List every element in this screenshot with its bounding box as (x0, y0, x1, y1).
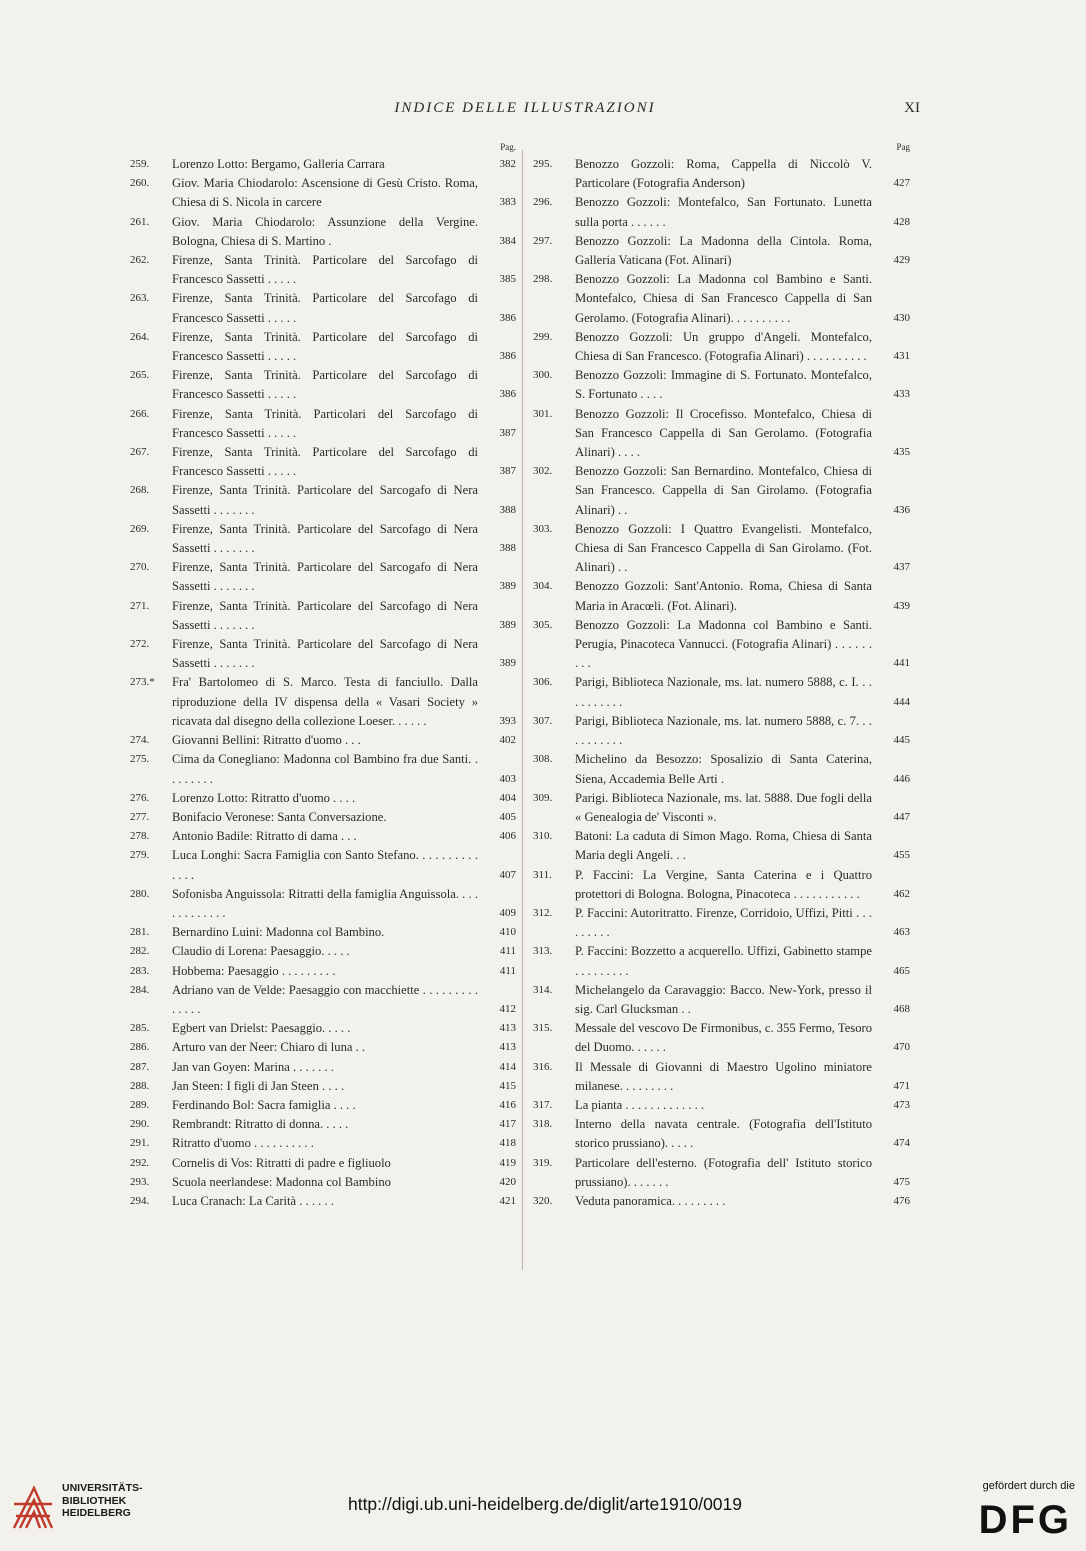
entry-page: 412 (499, 1002, 516, 1015)
entry-number: 293. (130, 1175, 150, 1188)
entry-caption: Luca Cranach: La Carità . . . . . . (172, 1193, 334, 1208)
entry-page: 435 (893, 446, 910, 459)
entry-caption: Firenze, Santa Trinità. Particolare del Sarcogafo di Nera Sassetti . . . . . . . (172, 483, 478, 517)
entry-number: 308. (533, 753, 553, 766)
entry-caption: Firenze, Santa Trinità. Particolare del Sarcofago di Francesco Sassetti . . . . . (172, 329, 478, 364)
entry-page: 439 (893, 599, 910, 612)
entry-number: 270. (130, 561, 150, 574)
entry-page: 407 (499, 868, 516, 881)
entry-page: 383 (499, 196, 516, 209)
index-entry (533, 942, 910, 980)
entry-number: 269. (130, 522, 150, 535)
right-column (533, 140, 910, 1211)
entry-number: 303. (533, 522, 553, 535)
entry-page: 433 (893, 388, 910, 401)
entry-page: 421 (499, 1194, 516, 1207)
entry-number: 298. (533, 273, 553, 286)
index-entry (130, 789, 516, 808)
entry-page: 414 (499, 1060, 516, 1073)
entry-caption: Benozzo Gozzoli: Il Crocefisso. Montefalco, Chiesa di San Francesco Cappella di San Gerolamo. (Fotografia Alinari) . . . . (575, 406, 872, 460)
index-entry (533, 328, 910, 366)
index-entry (130, 1058, 516, 1077)
entry-list (130, 155, 516, 1211)
entry-number: 278. (130, 830, 150, 843)
entry-caption: Rembrandt: Ritratto di donna. . . . . (172, 1117, 349, 1132)
entry-page: 389 (499, 618, 516, 631)
index-entry (533, 405, 910, 463)
entry-caption: Parigi, Biblioteca Nazionale, ms. lat. numero 5888, c. 7. . . . . . . . . . . (575, 713, 872, 748)
entry-caption: Firenze, Santa Trinità. Particolari del Sarcofago di Francesco Sassetti . . . . . (172, 406, 478, 440)
entry-page: 475 (893, 1175, 910, 1188)
index-entry (533, 193, 910, 231)
entry-number: 275. (130, 753, 150, 766)
entry-caption: Bonifacio Veronese: Santa Conversazione. (172, 809, 387, 824)
entry-number: 279. (130, 849, 150, 862)
index-entry (130, 846, 516, 884)
index-entry (130, 520, 516, 558)
entry-page: 470 (893, 1041, 910, 1054)
entry-caption: Cima da Conegliano: Madonna col Bambino fra due Santi. . . . . . . . . (172, 752, 478, 786)
entry-number: 290. (130, 1118, 150, 1131)
index-entry (130, 174, 516, 212)
entry-number: 282. (130, 945, 150, 958)
index-entry (533, 1019, 910, 1057)
index-entry (533, 827, 910, 865)
entry-page: 446 (893, 772, 910, 785)
entry-page: 386 (499, 350, 516, 363)
entry-number: 274. (130, 734, 150, 747)
entry-caption: P. Faccini: Autoritratto. Firenze, Corridoio, Uffizi, Pitti . . . . . . . . . (575, 905, 872, 940)
library-name-line: UNIVERSITÄTS- (62, 1482, 143, 1494)
source-url-link[interactable]: http://digi.ub.uni-heidelberg.de/diglit/arte1910/0019 (347, 1494, 743, 1514)
entry-caption: Benozzo Gozzoli: Sant'Antonio. Roma, Chiesa di Santa Maria in Aracœli. (Fot. Alinari). (575, 579, 872, 613)
entry-number: 272. (130, 638, 150, 651)
entry-number: 294. (130, 1194, 150, 1207)
entry-caption: Giovanni Bellini: Ritratto d'uomo . . . (172, 733, 361, 748)
entry-number: 273.* (130, 676, 155, 689)
index-entry (130, 750, 516, 788)
entry-caption: La pianta . . . . . . . . . . . . . (575, 1097, 705, 1112)
index-entry (533, 155, 910, 193)
entry-caption: Benozzo Gozzoli: La Madonna della Cintola. Roma, Galleria Vaticana (Fot. Alinari) (575, 233, 872, 268)
index-entry (533, 1192, 910, 1211)
entry-number: 300. (533, 369, 553, 382)
entry-page: 415 (499, 1079, 516, 1092)
index-entry (533, 1096, 910, 1115)
entry-caption: Sofonisba Anguissola: Ritratti della famiglia Anguissola. . . . . . . . . . . . . (172, 886, 478, 920)
entry-number: 268. (130, 484, 150, 497)
index-entry (130, 731, 516, 750)
entry-page: 409 (499, 906, 516, 919)
entry-page: 416 (499, 1098, 516, 1111)
entry-caption: Egbert van Drielst: Paesaggio. . . . . (172, 1021, 351, 1036)
entry-page: 389 (499, 657, 516, 670)
entry-page: 444 (893, 695, 910, 708)
index-entry (533, 270, 910, 328)
entry-number: 263. (130, 292, 150, 305)
entry-caption: Scuola neerlandese: Madonna col Bambino (172, 1174, 391, 1189)
index-entry (533, 520, 910, 578)
library-name (62, 1482, 182, 1520)
library-logo-icon (10, 1482, 56, 1532)
entry-page: 402 (499, 734, 516, 747)
index-entry (130, 328, 516, 366)
entry-number: 297. (533, 234, 553, 247)
index-entry (533, 1115, 910, 1153)
entry-number: 259. (130, 158, 150, 170)
entry-list (533, 155, 910, 1211)
dfg-logo: DFG (978, 1498, 1072, 1542)
index-entry (130, 443, 516, 481)
index-entry (130, 1115, 516, 1134)
entry-number: 280. (130, 887, 150, 900)
entry-number: 304. (533, 580, 553, 593)
entry-page: 406 (499, 830, 516, 843)
entry-page: 384 (499, 234, 516, 247)
entry-caption: Parigi. Biblioteca Nazionale, ms. lat. 5888. Due fogli della « Genealogia de' Visconti ». (575, 790, 872, 824)
entry-page: 413 (499, 1022, 516, 1035)
index-entry (533, 866, 910, 904)
index-entry (533, 750, 910, 788)
entry-number: 267. (130, 446, 150, 459)
entry-number: 315. (533, 1022, 553, 1035)
page-number: XI (904, 100, 920, 116)
index-entry (130, 481, 516, 519)
index-entry (130, 962, 516, 981)
entry-caption: Firenze, Santa Trinità. Particolare del Sarcofago di Nera Sassetti . . . . . . . (172, 521, 478, 556)
entry-caption: P. Faccini: Bozzetto a acquerello. Uffizi, Gabinetto stampe . . . . . . . . . (575, 944, 872, 978)
entry-page: 393 (499, 714, 516, 727)
index-entry (533, 1058, 910, 1096)
entry-number: 296. (533, 196, 553, 209)
entry-page: 427 (893, 177, 910, 190)
running-header (0, 100, 1086, 124)
entry-number: 266. (130, 407, 150, 420)
entry-caption: Parigi, Biblioteca Nazionale, ms. lat. numero 5888, c. I. . . . . . . . . . . (575, 675, 872, 709)
entry-caption: Fra' Bartolomeo di S. Marco. Testa di fanciullo. Dalla riproduzione della IV dispensa della « Vasari Society » ricavata dal disegno della collezione Loeser. . . . . . (172, 675, 478, 728)
entry-caption: Antonio Badile: Ritratto di dama . . . (172, 829, 357, 844)
entry-caption: Benozzo Gozzoli: I Quattro Evangelisti. Montefalco, Chiesa di San Francesco Cappella di San Girolamo. (Fot. Alinari) . . (575, 521, 872, 575)
index-entry (533, 577, 910, 615)
entry-caption: Jan Steen: I figli di Jan Steen . . . . (172, 1078, 345, 1093)
entry-page: 419 (499, 1156, 516, 1169)
entry-caption: Giov. Maria Chiodarolo: Ascensione di Gesù Cristo. Roma, Chiesa di S. Nicola in carcere (172, 176, 478, 210)
entry-number: 299. (533, 330, 553, 343)
entry-number: 289. (130, 1098, 150, 1111)
entry-number: 312. (533, 906, 553, 919)
index-entry (130, 1134, 516, 1153)
index-entry (533, 904, 910, 942)
entry-number: 287. (130, 1060, 150, 1073)
entry-caption: Luca Longhi: Sacra Famiglia con Santo Stefano. . . . . . . . . . . . . . (172, 848, 478, 882)
pag-label: Pag (896, 142, 910, 152)
entry-caption: Batoni: La caduta di Simon Mago. Roma, Chiesa di Santa Maria degli Angeli. . . (575, 829, 872, 863)
entry-number: 286. (130, 1041, 150, 1054)
entry-caption: Lorenzo Lotto: Bergamo, Galleria Carrara (172, 157, 385, 171)
entry-number: 320. (533, 1194, 553, 1207)
entry-page: 420 (499, 1175, 516, 1188)
entry-page: 410 (499, 926, 516, 939)
index-entry (130, 673, 516, 731)
entry-page: 404 (499, 791, 516, 804)
index-entry (130, 289, 516, 327)
index-entry (533, 366, 910, 404)
entry-caption: Firenze, Santa Trinità. Particolare del Sarcofago di Nera Sassetti . . . . . . . (172, 598, 478, 632)
entry-caption: Particolare dell'esterno. (Fotografia dell' Istituto storico prussiano). . . . . . . (575, 1155, 872, 1189)
entry-page: 389 (499, 580, 516, 593)
entry-number: 277. (130, 810, 150, 823)
entry-caption: Benozzo Gozzoli: La Madonna col Bambino e Santi. Perugia, Pinacoteca Vannucci. (Fotografia Alinari) . . . . . . . . . (575, 617, 872, 671)
entry-caption: Michelino da Besozzo: Sposalizio di Santa Caterina, Siena, Accademia Belle Arti . (575, 752, 872, 786)
entry-number: 313. (533, 945, 553, 958)
entry-caption: Firenze, Santa Trinità. Particolare del Sarcofago di Francesco Sassetti . . . . . (172, 368, 478, 402)
entry-caption: Arturo van der Neer: Chiaro di luna . . (172, 1040, 366, 1055)
entry-number: 311. (533, 868, 552, 881)
index-entry (130, 827, 516, 846)
entry-page: 462 (893, 887, 910, 900)
column-divider (522, 150, 523, 1270)
entry-number: 291. (130, 1137, 150, 1150)
page-title: INDICE DELLE ILLUSTRAZIONI (394, 100, 656, 116)
entry-number: 317. (533, 1098, 553, 1111)
entry-page: 418 (499, 1137, 516, 1150)
index-entry (533, 673, 910, 711)
entry-number: 314. (533, 983, 553, 996)
index-entry (130, 1038, 516, 1057)
entry-number: 281. (130, 926, 150, 939)
funder-text: gefördert durch die (982, 1480, 1075, 1492)
index-entry (130, 981, 516, 1019)
index-entry (130, 1096, 516, 1115)
entry-page: 473 (893, 1098, 910, 1111)
entry-page: 445 (893, 734, 910, 747)
entry-caption: Hobbema: Paesaggio . . . . . . . . . (172, 963, 336, 978)
entry-number: 262. (130, 254, 150, 267)
entry-page: 447 (893, 810, 910, 823)
entry-caption: Jan van Goyen: Marina . . . . . . . (172, 1059, 334, 1074)
entry-page: 385 (499, 273, 516, 286)
entry-number: 305. (533, 618, 553, 631)
index-entry (533, 616, 910, 674)
entry-caption: Firenze, Santa Trinità. Particolare del Sarcofago di Nera Sassetti . . . . . . . (172, 637, 478, 671)
entry-page: 436 (893, 503, 910, 516)
index-entry (130, 251, 516, 289)
index-entry (130, 1019, 516, 1038)
entry-caption: Benozzo Gozzoli: Montefalco, San Fortunato. Lunetta sulla porta . . . . . . (575, 195, 872, 229)
entry-number: 318. (533, 1118, 553, 1131)
pag-label: Pag. (500, 142, 516, 152)
entry-caption: Claudio di Lorena: Paesaggio. . . . . (172, 944, 350, 959)
index-entry (533, 232, 910, 270)
entry-caption: Veduta panoramica. . . . . . . . . (575, 1193, 726, 1208)
entry-page: 413 (499, 1041, 516, 1054)
entry-page: 387 (499, 426, 516, 439)
entry-page: 465 (893, 964, 910, 977)
entry-page: 474 (893, 1137, 910, 1150)
entry-page: 476 (893, 1194, 910, 1207)
entry-caption: Benozzo Gozzoli: Roma, Cappella di Niccolò V. Particolare (Fotografia Anderson) (575, 157, 872, 191)
entry-page: 437 (893, 561, 910, 574)
entry-caption: Ritratto d'uomo . . . . . . . . . . (172, 1136, 314, 1151)
entry-number: 265. (130, 369, 150, 382)
entry-number: 271. (130, 599, 150, 612)
entry-page: 441 (893, 657, 910, 670)
index-entry (130, 635, 516, 673)
entry-number: 283. (130, 964, 150, 977)
entry-caption: Il Messale di Giovanni di Maestro Ugolino miniatore milanese. . . . . . . . . (575, 1059, 872, 1093)
entry-caption: P. Faccini: La Vergine, Santa Caterina e i Quattro protettori di Bologna. Bologna, Pinacoteca . . . . . . . . . . . (575, 867, 872, 901)
entry-number: 288. (130, 1079, 150, 1092)
entry-page: 431 (893, 350, 910, 363)
index-entry (130, 366, 516, 404)
entry-number: 310. (533, 830, 553, 843)
entry-number: 284. (130, 983, 150, 996)
entry-caption: Benozzo Gozzoli: Immagine di S. Fortunato. Montefalco, S. Fortunato . . . . (575, 368, 872, 402)
entry-page: 428 (893, 215, 910, 228)
entry-number: 292. (130, 1156, 150, 1169)
entry-number: 285. (130, 1022, 150, 1035)
entry-page: 411 (499, 945, 516, 958)
entry-caption: Adriano van de Velde: Paesaggio con macchiette . . . . . . . . . . . . . . (172, 982, 478, 1016)
entry-page: 386 (499, 388, 516, 401)
index-entry (130, 405, 516, 443)
entry-page: 411 (499, 964, 516, 977)
entry-page: 388 (499, 542, 516, 555)
entry-page: 387 (499, 465, 516, 478)
index-entry (130, 942, 516, 961)
digitization-footer (0, 1468, 1086, 1551)
entry-page: 471 (893, 1079, 910, 1092)
entry-caption: Giov. Maria Chiodarolo: Assunzione della Vergine. Bologna, Chiesa di S. Martino . (172, 214, 478, 248)
index-entry (130, 1192, 516, 1211)
entry-number: 301. (533, 407, 553, 420)
entry-number: 260. (130, 177, 150, 190)
entry-number: 307. (533, 714, 553, 727)
entry-caption: Firenze, Santa Trinità. Particolare del Sarcofago di Francesco Sassetti . . . . . (172, 291, 478, 325)
index-entry (130, 923, 516, 942)
library-name-line: HEIDELBERG (62, 1507, 131, 1519)
entry-caption: Firenze, Santa Trinità. Particolare del Sarcofago di Francesco Sassetti . . . . . (172, 445, 478, 479)
entry-page: 382 (499, 158, 516, 170)
entry-number: 319. (533, 1156, 553, 1169)
index-entry (130, 1077, 516, 1096)
entry-page: 430 (893, 311, 910, 324)
entry-number: 309. (533, 791, 553, 804)
entry-caption: Ferdinando Bol: Sacra famiglia . . . . (172, 1097, 356, 1112)
entry-page: 388 (499, 503, 516, 516)
index-entry (130, 808, 516, 827)
index-entry (533, 1154, 910, 1192)
entry-page: 405 (499, 810, 516, 823)
entry-caption: Firenze, Santa Trinità. Particolare del Sarcofago di Francesco Sassetti . . . . . (172, 253, 478, 287)
entry-caption: Firenze, Santa Trinità. Particolare del Sarcogafo di Nera Sassetti . . . . . . . (172, 560, 478, 594)
entry-page: 403 (499, 772, 516, 785)
index-entry (130, 213, 516, 251)
entry-page: 429 (893, 254, 910, 267)
index-entry (533, 981, 910, 1019)
index-entry (130, 885, 516, 923)
left-column (130, 140, 516, 1211)
entry-caption: Benozzo Gozzoli: San Bernardino. Montefalco, Chiesa di San Francesco. Cappella di San Girolamo. (Fotografia Alinari) . . (575, 464, 872, 517)
index-entry (130, 155, 516, 174)
entry-page: 417 (499, 1118, 516, 1131)
index-entry (533, 789, 910, 827)
entry-number: 316. (533, 1060, 553, 1073)
entry-caption: Benozzo Gozzoli: La Madonna col Bambino e Santi. Montefalco, Chiesa di San Francesco Cappella di San Gerolamo. (Fotografia Alinari). . . . . . . . . . (575, 272, 872, 325)
entry-caption: Benozzo Gozzoli: Un gruppo d'Angeli. Montefalco, Chiesa di San Francesco. (Fotografia Alinari) . . . . . . . . . . (575, 329, 872, 364)
entry-number: 306. (533, 676, 553, 689)
entry-caption: Cornelis di Vos: Ritratti di padre e figliuolo (172, 1155, 391, 1170)
entry-caption: Lorenzo Lotto: Ritratto d'uomo . . . . (172, 790, 356, 805)
entry-page: 455 (893, 849, 910, 862)
entry-number: 302. (533, 465, 553, 478)
entry-number: 261. (130, 215, 150, 228)
entry-caption: Bernardino Luini: Madonna col Bambino. (172, 925, 385, 940)
entry-number: 264. (130, 330, 150, 343)
entry-caption: Interno della navata centrale. (Fotografia dell'Istituto storico prussiano). . . . . (575, 1117, 872, 1151)
entry-page: 386 (499, 311, 516, 324)
entry-page: 463 (893, 926, 910, 939)
entry-page: 468 (893, 1002, 910, 1015)
index-entry (130, 597, 516, 635)
library-name-line: BIBLIOTHEK (62, 1494, 127, 1507)
index-entry (533, 462, 910, 520)
index-entry (130, 558, 516, 596)
entry-number: 295. (533, 158, 553, 170)
index-entry (533, 712, 910, 750)
entry-number: 276. (130, 791, 150, 804)
index-entry (130, 1154, 516, 1173)
entry-caption: Michelangelo da Caravaggio: Bacco. New-York, presso il sig. Carl Glucksman . . (575, 982, 872, 1016)
index-entry (130, 1173, 516, 1192)
entry-caption: Messale del vescovo De Firmonibus, c. 355 Fermo, Tesoro del Duomo. . . . . . (575, 1021, 872, 1055)
